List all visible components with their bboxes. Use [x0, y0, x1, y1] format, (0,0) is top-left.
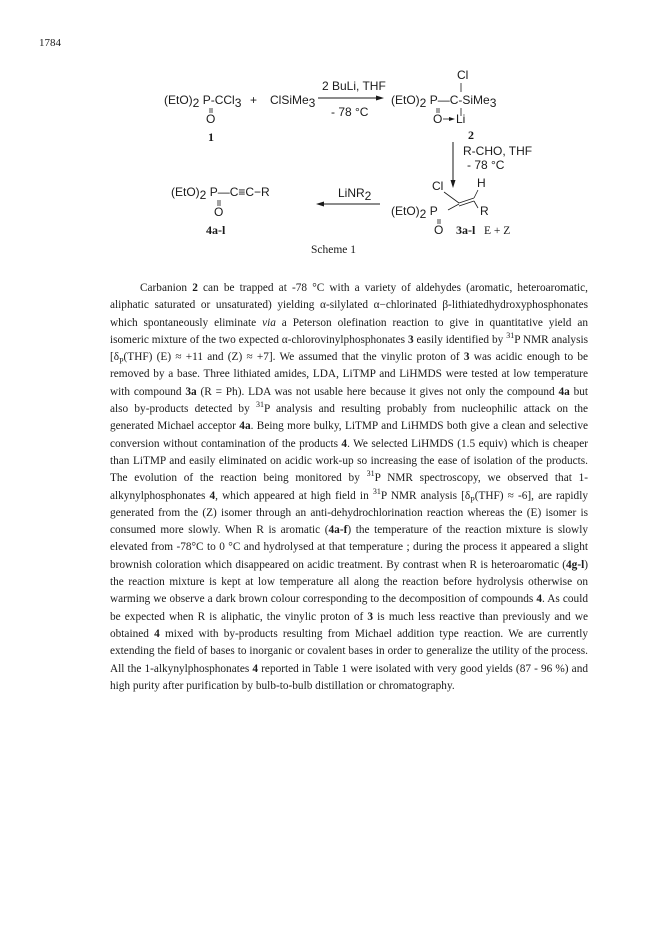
- compound-3-label: 3a-l: [456, 223, 476, 237]
- reactant-chlorotrimethylsilane: ClSiMe3: [270, 93, 316, 110]
- svg-text:R: R: [480, 204, 489, 218]
- svg-text:Cl: Cl: [457, 68, 469, 82]
- reagent-aldehyde-thf: R-CHO, THF: [463, 144, 533, 158]
- arrow-step-2-head: [451, 180, 456, 188]
- svg-text:O: O: [206, 112, 216, 126]
- compound-3-isomers: E + Z: [484, 225, 511, 237]
- svg-text:O: O: [214, 205, 224, 219]
- reagent-lithium-amide: LiNR2: [338, 186, 372, 203]
- compound-4-label: 4a-l: [206, 223, 226, 237]
- svg-text:Cl: Cl: [432, 179, 444, 193]
- arrow-step-3-head: [316, 202, 324, 207]
- svg-text:O: O: [434, 223, 444, 237]
- svg-text:(EtO)2 P: (EtO)2 P: [391, 204, 438, 221]
- compound-2-structure: [391, 68, 497, 126]
- plus-sign: +: [250, 93, 258, 107]
- reaction-scheme-drawing: [0, 0, 672, 270]
- svg-text:Li: Li: [456, 112, 466, 126]
- reagent-temp-2: - 78 °C: [467, 158, 505, 172]
- svg-text:H: H: [477, 176, 486, 190]
- scheme-caption: Scheme 1: [311, 244, 357, 256]
- page-number: 1784: [39, 37, 61, 49]
- svg-text:(EtO)2 P-CCl3: (EtO)2 P-CCl3: [164, 93, 242, 110]
- compound-1-structure: [164, 93, 242, 126]
- reagent-buli-thf: 2 BuLi, THF: [322, 79, 386, 93]
- compound-1-label: 1: [208, 130, 214, 144]
- body-paragraph: Carbanion 2 can be trapped at -78 °C with a variety of aldehydes (aromatic, heteroaromatic, aliphatic saturated or unsaturated) yielding α-silylated α−chlorinated β-lithiatedhydroxyphosphonates which spontaneously eliminate via a Peterson olefination reaction to give in quantitative yield an isomeric mixture of the two expected α-chlorovinylphosphonates 3 easily identified by $^{31}$P NMR analysis [$\delta_P(THF) (E) \approx +11$ and (Z) ≈ +7]. We assumed that the vinylic proton of 3 was acidic enough to be removed by a base. Three lithiated amides, LDA, LiTMP and LiHMDS were tested at low temperature with compound 3a (R = Ph). LDA was not usable here because it gives not only the compound 4a but also by-products detected by $^{31}$P analysis and resulting probably from nucleophilic attack on the generated Michael acceptor 4a. Being more bulky, LiTMP and LiHMDS both give a clean and selective conversion without contamination of the products 4. We selected LiHMDS (1.5 equiv) which is cheaper than LiTMP and easily eliminated on acidic work-up so increasing the ease of isolation of the products. The evolution of the reaction being monitored by $^{31}$P NMR spectroscopy, we observed that 1-alkynylphosphonates 4, which appeared at high field in $^{31}$P NMR analysis $[\delta_P(THF) \approx -6]$, are rapidly generated from the (Z) isomer through an anti-dehydrochlorination reaction whereas the (E) isomer is consumed more slowly. When R is aromatic (4a-f) the temperature of the reaction mixture is slowly elevated from -78°C to 0 °C and hydrolysed at that temperature ; during the process it appeared a slight brownish coloration which disappeared on acidic treatment. By contrast when R is heteroaromatic (4g-l) the reaction mixture is kept at low temperature all along the reaction before hydrolysis otherwise on warming we observe a dark brown colour corresponding to the decomposition of compounds 4. As could be expected when R is aliphatic, the vinylic proton of 3 is much less reactive than previously and we obtained 4 mixed with by-products resulting from Michael addition type reaction. We are currently extending the field of bases to inorganic or covalent bases in order to generalize the utility of the process. All the 1-alkynylphosphonates 4 reported in Table 1 were isolated with very good yields (87 - 96 %) and high purity after purification by bulb-to-bulb distillation or chromatography.: [110, 282, 589, 692]
- svg-text:O: O: [433, 112, 443, 126]
- svg-text:(EtO)2 P—C≡C−R: (EtO)2 P—C≡C−R: [171, 185, 270, 202]
- body-text: [110, 280, 588, 695]
- arrow-step-1-head: [376, 96, 384, 101]
- compound-2-label: 2: [468, 128, 474, 142]
- reaction-scheme: [0, 0, 672, 270]
- svg-text:(EtO)2 P—C-SiMe3: (EtO)2 P—C-SiMe3: [391, 93, 497, 110]
- reagent-temp-1: - 78 °C: [331, 105, 369, 119]
- compound-4-structure: [171, 185, 270, 219]
